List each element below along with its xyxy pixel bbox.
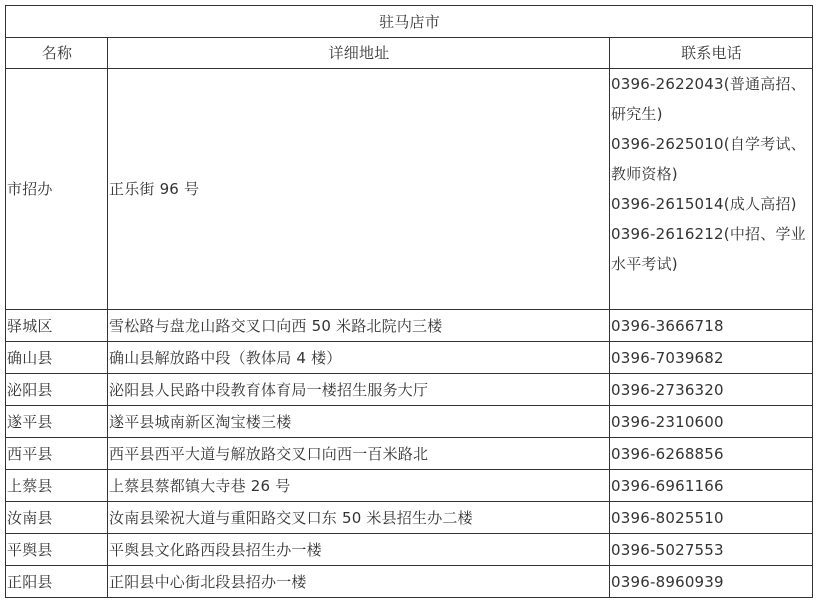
header-row	[6, 38, 813, 69]
table-row	[6, 69, 813, 310]
phone-line: 0396-2625010(自学考试、教师资格)	[611, 135, 806, 183]
cell-phone: 0396-3666718	[610, 310, 813, 342]
cell-address: 正乐街 96 号	[108, 69, 610, 310]
cell-phone: 0396-8025510	[610, 502, 813, 534]
header-phone: 联系电话	[610, 38, 813, 69]
cell-phone-list	[610, 69, 813, 310]
cell-phone: 0396-6268856	[610, 438, 813, 470]
cell-address: 雪松路与盘龙山路交叉口向西 50 米路北院内三楼	[108, 310, 610, 342]
cell-name: 上蔡县	[6, 470, 108, 502]
cell-phone: 0396-2310600	[610, 406, 813, 438]
header-name: 名称	[6, 38, 108, 69]
table-row	[6, 566, 813, 598]
table-title: 驻马店市	[6, 6, 813, 38]
cell-phone: 0396-7039682	[610, 342, 813, 374]
cell-address: 汝南县梁祝大道与重阳路交叉口东 50 米县招生办二楼	[108, 502, 610, 534]
phone-line: 0396-2615014(成人高招)	[611, 195, 797, 213]
table-row	[6, 534, 813, 566]
phone-line: 0396-2622043(普通高招、研究生)	[611, 75, 806, 123]
table-row	[6, 470, 813, 502]
cell-name: 泌阳县	[6, 374, 108, 406]
cell-name: 正阳县	[6, 566, 108, 598]
cell-address: 确山县解放路中段（教体局 4 楼）	[108, 342, 610, 374]
table-row	[6, 374, 813, 406]
cell-name: 平舆县	[6, 534, 108, 566]
cell-name: 西平县	[6, 438, 108, 470]
office-contact-table	[5, 5, 813, 598]
cell-phone: 0396-2736320	[610, 374, 813, 406]
table-row	[6, 342, 813, 374]
table-row	[6, 310, 813, 342]
cell-address: 遂平县城南新区淘宝楼三楼	[108, 406, 610, 438]
table-row	[6, 502, 813, 534]
table-row	[6, 438, 813, 470]
cell-phone: 0396-6961166	[610, 470, 813, 502]
cell-name: 汝南县	[6, 502, 108, 534]
cell-address: 泌阳县人民路中段教育体育局一楼招生服务大厅	[108, 374, 610, 406]
cell-name: 市招办	[6, 69, 108, 310]
cell-name: 遂平县	[6, 406, 108, 438]
cell-address: 正阳县中心街北段县招办一楼	[108, 566, 610, 598]
cell-name: 确山县	[6, 342, 108, 374]
phone-line: 0396-2616212(中招、学业水平考试)	[611, 225, 806, 273]
table-row	[6, 406, 813, 438]
cell-phone: 0396-5027553	[610, 534, 813, 566]
cell-name: 驿城区	[6, 310, 108, 342]
cell-address: 上蔡县蔡都镇大寺巷 26 号	[108, 470, 610, 502]
cell-address: 平舆县文化路西段县招生办一楼	[108, 534, 610, 566]
cell-phone: 0396-8960939	[610, 566, 813, 598]
cell-address: 西平县西平大道与解放路交叉口向西一百米路北	[108, 438, 610, 470]
header-address: 详细地址	[108, 38, 610, 69]
